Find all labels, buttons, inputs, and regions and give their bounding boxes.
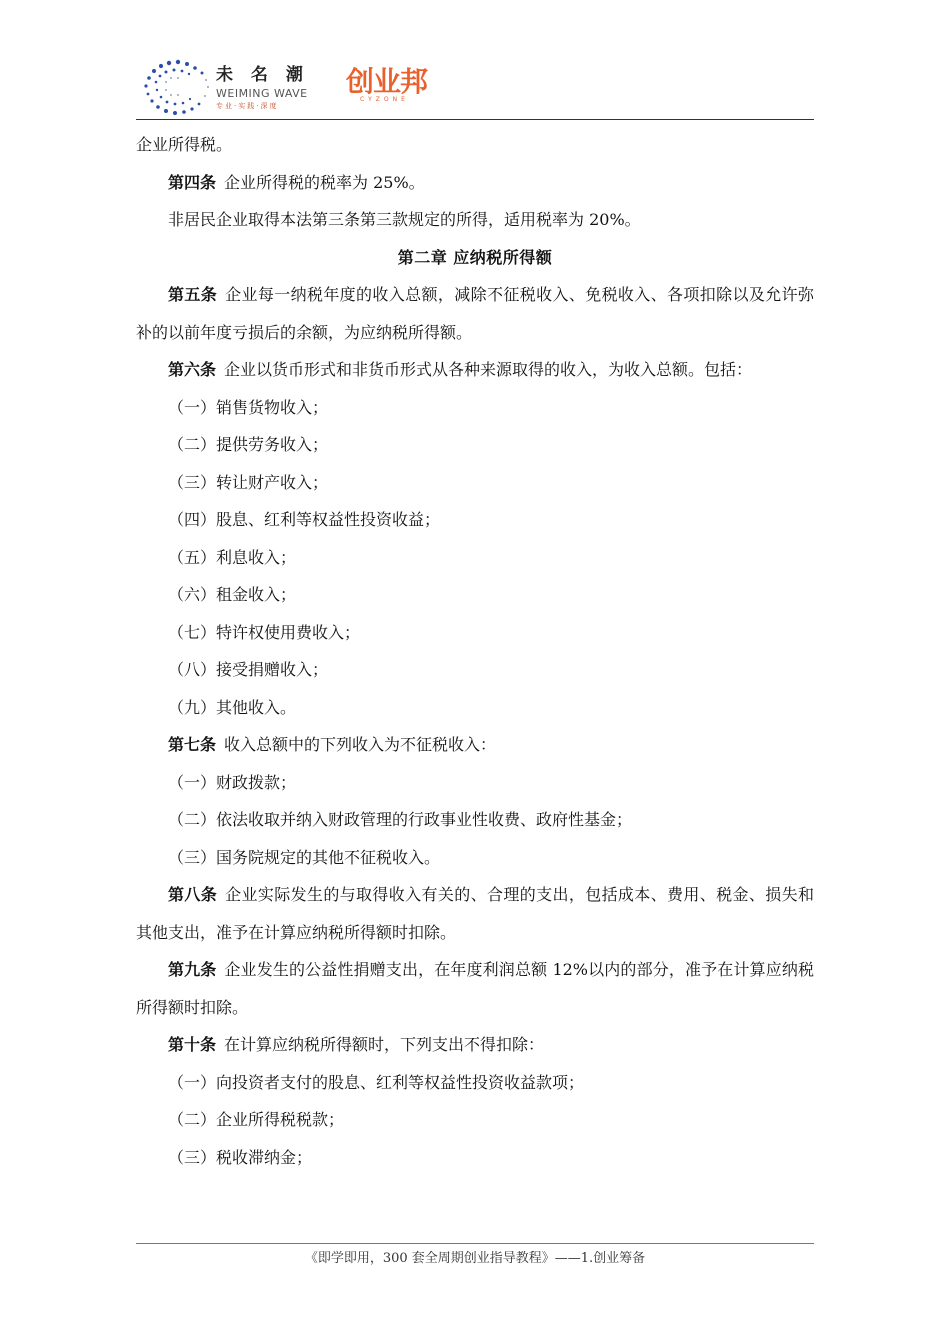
list-item: （八）接受捐赠收入； (168, 660, 329, 679)
article-10-label: 第十条 (168, 1035, 217, 1054)
weiming-wave-logo (216, 60, 326, 111)
weiming-wave-logo-icon (136, 56, 214, 116)
article-7 (136, 726, 814, 764)
list-item: （一）销售货物收入； (168, 397, 329, 417)
paragraph-continuation: 企业所得税。 (136, 135, 233, 154)
page-footer: 《即学即用，300 套全周期创业指导教程》——1.创业筹备 (304, 1251, 646, 1266)
list-item: （二）提供劳务收入； (168, 435, 329, 454)
footer-divider (136, 1243, 814, 1244)
weiming-logo-english: WEIMING WAVE (216, 87, 308, 100)
weiming-logo-tagline: 专业·实践·深度 (216, 102, 279, 110)
list-item: （六）租金收入； (168, 585, 297, 604)
article-10-text: 在计算应纳税所得额时，下列支出不得扣除： (224, 1035, 545, 1054)
list-item: （七）特许权使用费收入； (168, 622, 361, 642)
list-item: （三）转让财产收入； (168, 472, 329, 492)
article-9-label: 第九条 (168, 960, 217, 979)
article-4 (136, 164, 814, 202)
page-header (136, 50, 814, 120)
article-5 (136, 276, 814, 351)
article-4-label: 第四条 (168, 172, 217, 192)
list-item: （一）向投资者支付的股息、红利等权益性投资收益款项； (168, 1072, 585, 1092)
article-6-label: 第六条 (168, 360, 217, 379)
article-8-text: 企业实际发生的与取得收入有关的、合理的支出，包括成本、费用、税金、损失和其他支出，准予在计算应纳税所得额时扣除。 (136, 885, 814, 942)
article-5-text: 企业每一纳税年度的收入总额，减除不征税收入、免税收入、各项扣除以及允许弥补的以前年度亏损后的余额，为应纳税所得额。 (136, 285, 814, 342)
article-4-text: 企业所得税的税率为 25%。 (224, 172, 425, 192)
article-9 (136, 951, 814, 1026)
list-item: （三）国务院规定的其他不征税收入。 (168, 847, 441, 867)
cyzone-logo-chinese: 创业邦 (346, 65, 428, 98)
article-8-label: 第八条 (168, 885, 218, 904)
list-item: （九）其他收入。 (168, 697, 297, 717)
article-6 (136, 351, 814, 389)
list-item: （二）企业所得税税款； (168, 1110, 345, 1129)
cyzone-logo-english: CYZONE (360, 96, 409, 103)
article-7-text: 收入总额中的下列收入为不征税收入： (224, 735, 497, 754)
article-10 (136, 1026, 814, 1064)
paragraph-nonresident-rate: 非居民企业取得本法第三条第三款规定的所得，适用税率为 20%。 (168, 210, 641, 229)
article-6-text: 企业以货币形式和非货币形式从各种来源取得的收入，为收入总额。包括： (224, 360, 753, 379)
cyzone-logo (346, 60, 427, 103)
list-item: （五）利息收入； (168, 547, 297, 567)
list-item: （四）股息、红利等权益性投资收益； (168, 510, 441, 529)
list-item: （一）财政拨款； (168, 772, 297, 792)
article-9-text: 企业发生的公益性捐赠支出，在年度利润总额 12%以内的部分，准予在计算应纳税所得额时扣除。 (136, 960, 814, 1017)
list-item: （三）税收滞纳金； (168, 1147, 313, 1167)
article-8 (136, 876, 814, 951)
chapter-heading: 第二章 应纳税所得额 (397, 247, 553, 267)
header-divider (136, 119, 814, 120)
document-body (136, 126, 814, 1176)
article-7-label: 第七条 (168, 735, 217, 754)
weiming-logo-chinese: 未 名 潮 (216, 65, 309, 85)
article-5-label: 第五条 (168, 285, 218, 304)
list-item: （二）依法收取并纳入财政管理的行政事业性收费、政府性基金； (168, 810, 633, 829)
